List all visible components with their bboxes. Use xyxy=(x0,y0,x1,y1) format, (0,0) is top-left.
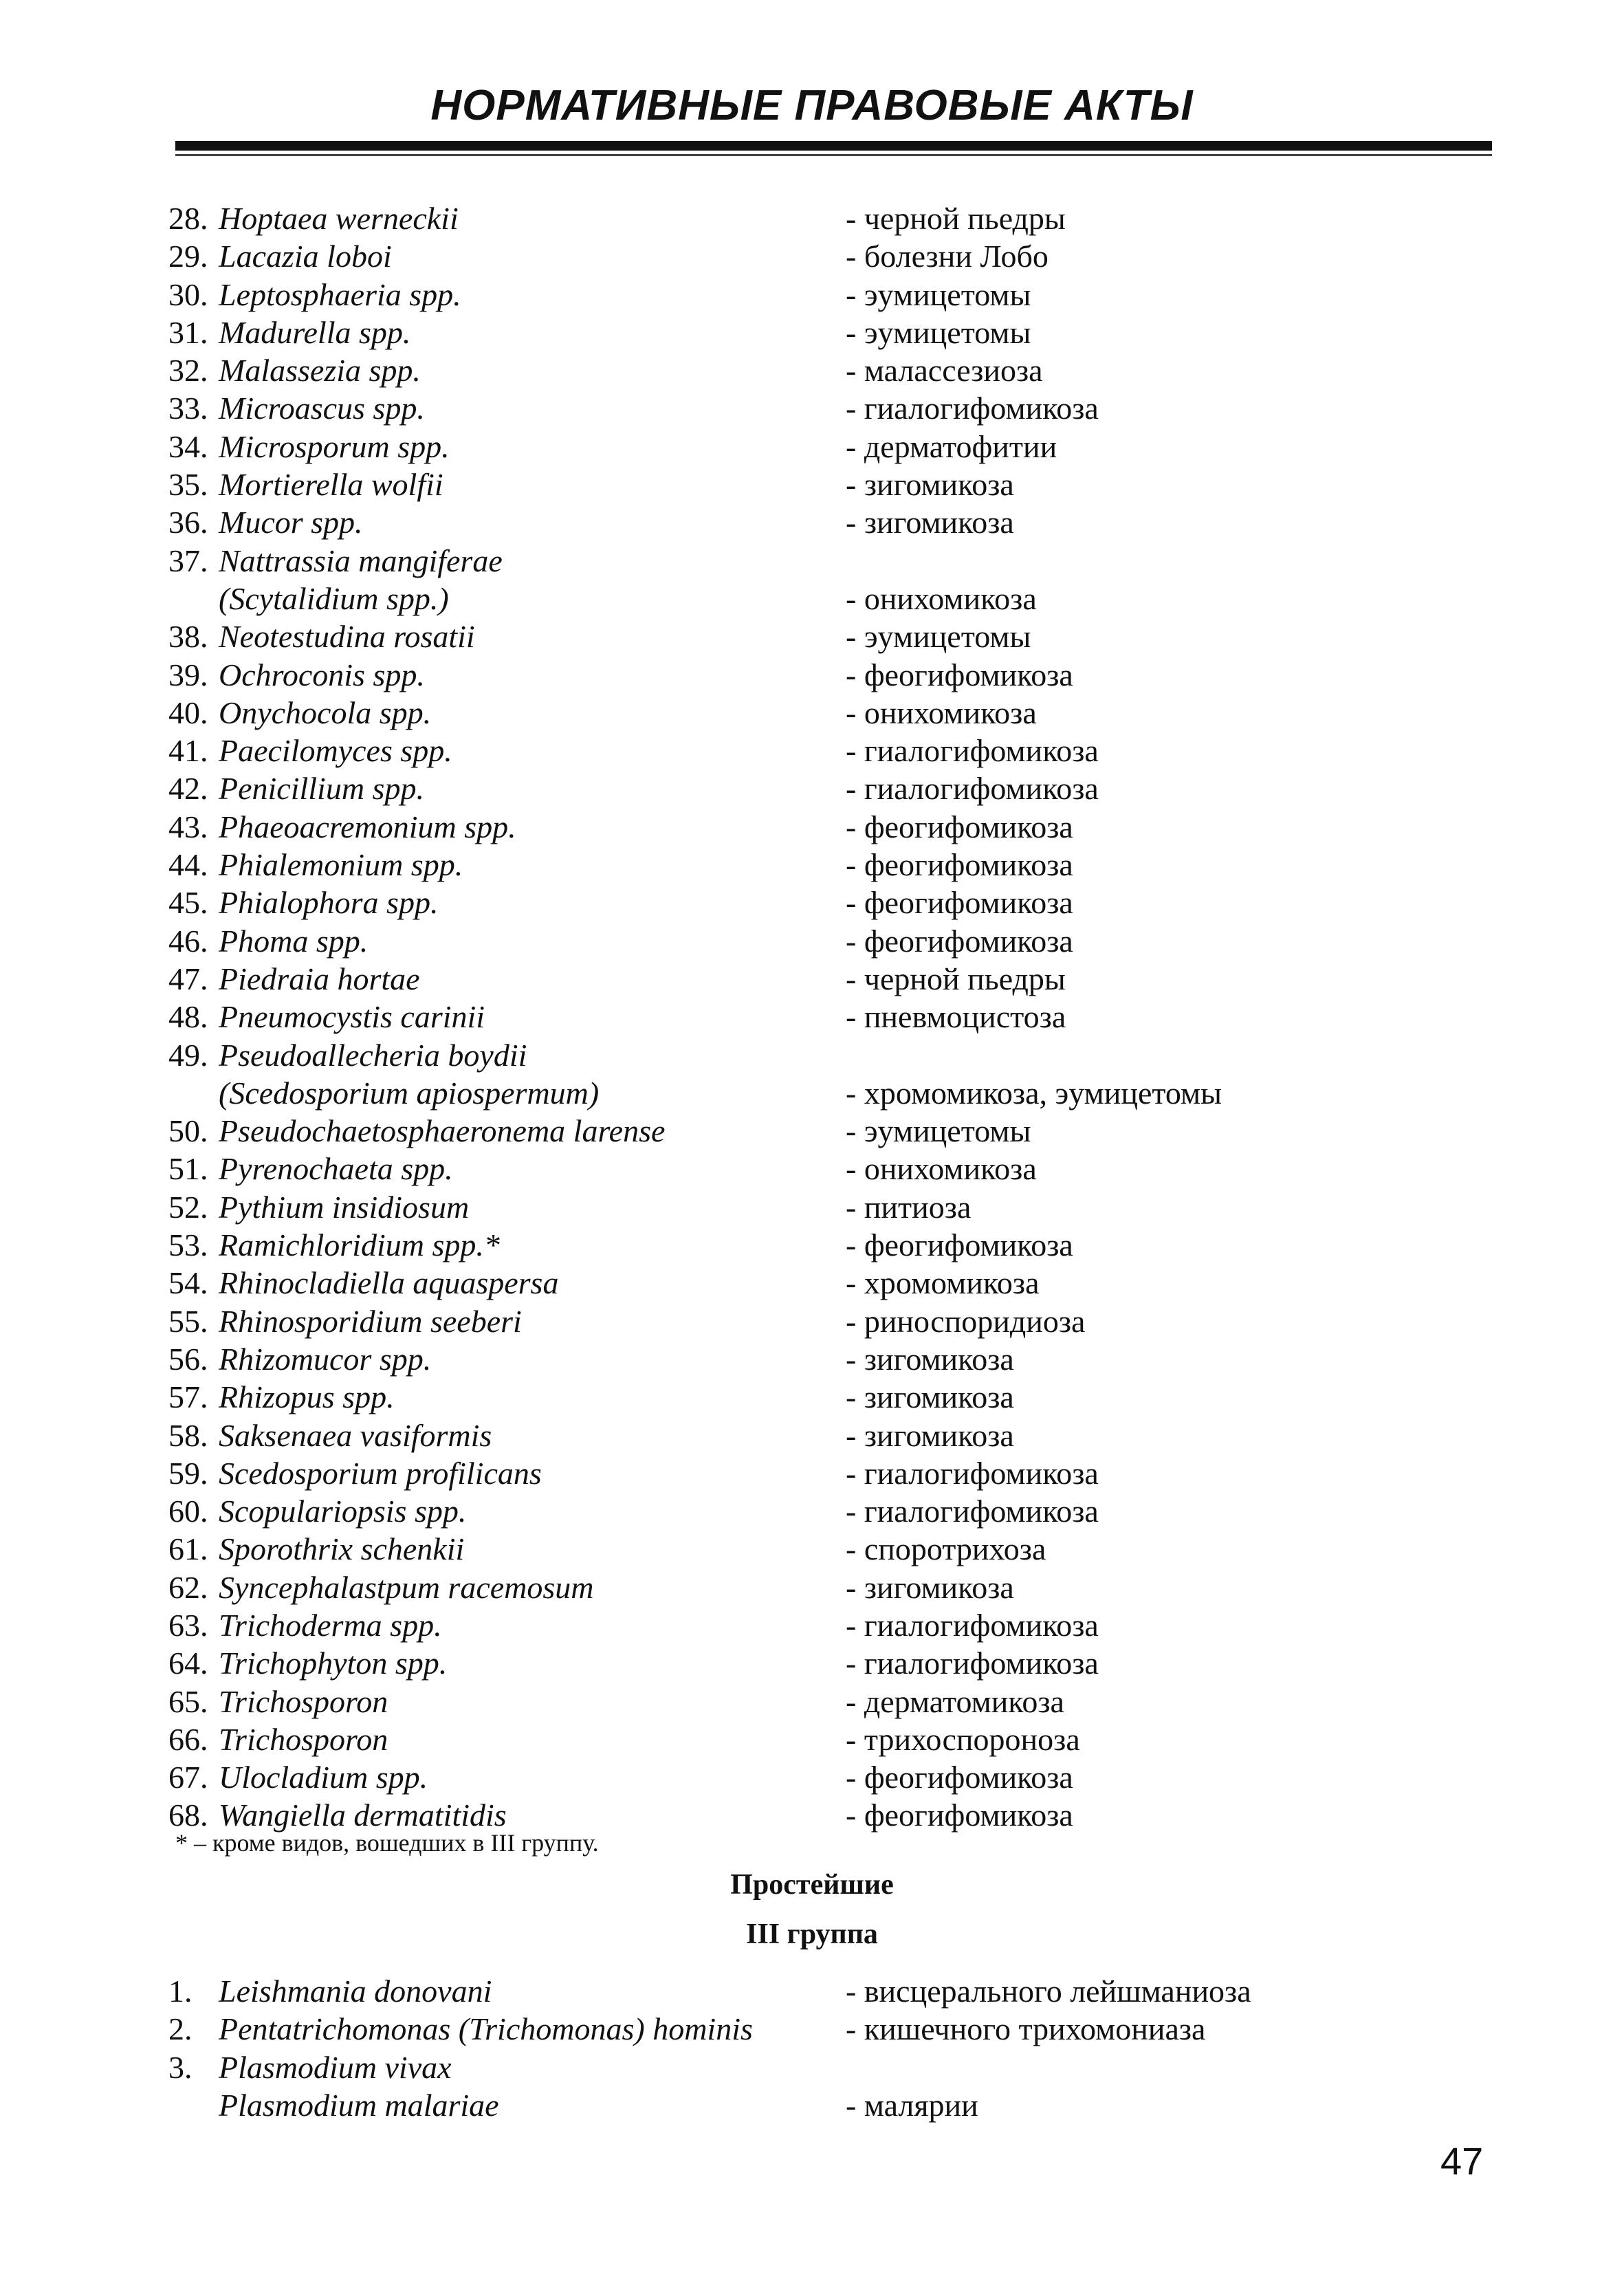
disease-name: - гиалогифомикоза xyxy=(846,391,1099,426)
disease-name: - феогифомикоза xyxy=(846,657,1073,692)
item-number: 67. xyxy=(168,1760,208,1795)
disease-name: - питиоза xyxy=(846,1189,972,1225)
item-number: 48. xyxy=(168,999,208,1035)
organism-name: Pseudoallecheria boydii xyxy=(219,1037,527,1073)
disease-name: - пневмоцистоза xyxy=(846,999,1066,1035)
list-item xyxy=(0,1568,1624,1606)
item-number: 29. xyxy=(168,239,208,274)
group-heading: III группа xyxy=(746,1918,878,1950)
organism-name: Trichosporon xyxy=(219,1683,388,1719)
list-item xyxy=(0,1264,1624,1302)
list-item xyxy=(0,1226,1624,1264)
disease-name: - висцерального лейшманиоза xyxy=(846,1974,1251,2009)
list-item xyxy=(0,617,1624,655)
disease-name: - зигомикоза xyxy=(846,1569,1014,1605)
item-number: 31. xyxy=(168,314,208,350)
item-number: 1. xyxy=(168,1974,193,2009)
list-item xyxy=(0,1720,1624,1758)
disease-name: - споротрихоза xyxy=(846,1531,1046,1567)
item-number: 53. xyxy=(168,1227,208,1263)
list-item xyxy=(0,808,1624,846)
disease-name: - гиалогифомикоза xyxy=(846,1607,1099,1643)
item-number: 54. xyxy=(168,1265,208,1301)
list-item xyxy=(0,1188,1624,1226)
organism-name: Pyrenochaeta spp. xyxy=(219,1151,453,1187)
organism-name: Penicillium spp. xyxy=(219,771,424,807)
item-number: 44. xyxy=(168,847,208,883)
disease-name: - эумицетомы xyxy=(846,314,1031,350)
list-item xyxy=(0,1112,1624,1150)
disease-name: - хромомикоза xyxy=(846,1265,1040,1301)
list-item xyxy=(0,428,1624,466)
item-number: 32. xyxy=(168,353,208,389)
disease-name: - риноспоридиоза xyxy=(846,1303,1086,1339)
list-item xyxy=(0,1683,1624,1720)
list-item xyxy=(0,960,1624,998)
page-number: 47 xyxy=(1440,2139,1484,2183)
item-number: 40. xyxy=(168,695,208,730)
organism-name: Mortierella wolfii xyxy=(219,467,443,503)
organism-name: Microsporum spp. xyxy=(219,428,450,464)
disease-name: - феогифомикоза xyxy=(846,1797,1073,1833)
organism-name: Pythium insidiosum xyxy=(219,1189,470,1225)
disease-name: - эумицетомы xyxy=(846,276,1031,312)
list-item xyxy=(0,922,1624,960)
item-number: 35. xyxy=(168,467,208,503)
organism-name: Trichoderma spp. xyxy=(219,1607,442,1643)
disease-name: - дерматомикоза xyxy=(846,1683,1064,1719)
list-item xyxy=(0,846,1624,884)
disease-name: - кишечного трихомониаза xyxy=(846,2011,1206,2047)
item-number: 36. xyxy=(168,505,208,540)
list-item xyxy=(0,1036,1624,1074)
disease-name: - малассезиоза xyxy=(846,353,1043,389)
item-number: 39. xyxy=(168,657,208,692)
disease-name: - болезни Лобо xyxy=(846,239,1049,274)
item-number: 33. xyxy=(168,391,208,426)
list-item xyxy=(0,2010,1624,2048)
organism-name: Saksenaea vasiformis xyxy=(219,1417,492,1453)
disease-name: - феогифомикоза xyxy=(846,847,1073,883)
item-number: 3. xyxy=(168,2049,193,2085)
item-number: 61. xyxy=(168,1531,208,1567)
list-item xyxy=(0,884,1624,921)
item-number: 34. xyxy=(168,428,208,464)
page-header-title: НОРМАТИВНЫЕ ПРАВОВЫЕ АКТЫ xyxy=(430,82,1194,129)
fungi-list xyxy=(0,199,1624,1835)
list-item xyxy=(0,1417,1624,1454)
item-number: 62. xyxy=(168,1569,208,1605)
organism-name: Rhinosporidium seeberi xyxy=(219,1303,522,1339)
list-item xyxy=(0,1302,1624,1340)
disease-name: - черной пьедры xyxy=(846,201,1066,236)
disease-name: - феогифомикоза xyxy=(846,1760,1073,1795)
item-number: 2. xyxy=(168,2011,193,2047)
item-number: 60. xyxy=(168,1494,208,1529)
disease-name: - малярии xyxy=(846,2087,978,2123)
organism-name: Phialophora spp. xyxy=(219,885,439,921)
list-item xyxy=(0,2048,1624,2086)
organism-name: Sporothrix schenkii xyxy=(219,1531,465,1567)
item-number: 43. xyxy=(168,809,208,844)
organism-name: Plasmodium vivax xyxy=(219,2049,452,2085)
organism-name: Lacazia loboi xyxy=(219,239,392,274)
list-item xyxy=(0,276,1624,314)
header-rule xyxy=(175,141,1492,151)
item-number: 42. xyxy=(168,771,208,807)
organism-name: Phaeoacremonium spp. xyxy=(219,809,516,844)
protozoa-list xyxy=(0,1972,1624,2124)
item-number: 52. xyxy=(168,1189,208,1225)
item-number: 38. xyxy=(168,619,208,655)
list-item xyxy=(0,1074,1624,1112)
organism-name: Ramichloridium spp.* xyxy=(219,1227,500,1263)
list-item xyxy=(0,1972,1624,2010)
disease-name: - феогифомикоза xyxy=(846,923,1073,959)
list-item xyxy=(0,580,1624,617)
disease-name: - гиалогифомикоза xyxy=(846,1455,1099,1491)
item-number: 64. xyxy=(168,1646,208,1681)
disease-name: - онихомикоза xyxy=(846,580,1037,616)
item-number: 56. xyxy=(168,1341,208,1377)
list-item xyxy=(0,1340,1624,1378)
list-item xyxy=(0,769,1624,807)
organism-name: Ochroconis spp. xyxy=(219,657,425,692)
item-number: 37. xyxy=(168,543,208,578)
organism-name: Scedosporium profilicans xyxy=(219,1455,542,1491)
item-number: 28. xyxy=(168,201,208,236)
list-item xyxy=(0,656,1624,694)
disease-name: - зигомикоза xyxy=(846,1341,1014,1377)
organism-name: Rhizomucor spp. xyxy=(219,1341,432,1377)
organism-name: Mucor spp. xyxy=(219,505,363,540)
list-item xyxy=(0,389,1624,427)
disease-name: - зигомикоза xyxy=(846,467,1014,503)
item-number: 51. xyxy=(168,1151,208,1187)
organism-name: Ulocladium spp. xyxy=(219,1760,428,1795)
header-rule-thin xyxy=(175,154,1492,156)
disease-name: - гиалогифомикоза xyxy=(846,771,1099,807)
item-number: 49. xyxy=(168,1037,208,1073)
list-item xyxy=(0,199,1624,237)
organism-name: Phialemonium spp. xyxy=(219,847,463,883)
disease-name: - онихомикоза xyxy=(846,1151,1037,1187)
organism-name: Hoptaea werneckii xyxy=(219,201,459,236)
item-number: 57. xyxy=(168,1379,208,1415)
footnote: * – кроме видов, вошедших в III группу. xyxy=(175,1829,599,1857)
item-number: 45. xyxy=(168,885,208,921)
item-number: 65. xyxy=(168,1683,208,1719)
list-item xyxy=(0,1454,1624,1492)
disease-name: - эумицетомы xyxy=(846,619,1031,655)
disease-name: - онихомикоза xyxy=(846,695,1037,730)
list-item xyxy=(0,998,1624,1036)
list-item xyxy=(0,1492,1624,1530)
item-number: 55. xyxy=(168,1303,208,1339)
item-number: 59. xyxy=(168,1455,208,1491)
organism-name: Scopulariopsis spp. xyxy=(219,1494,467,1529)
disease-name: - феогифомикоза xyxy=(846,1227,1073,1263)
organism-name: (Scedosporium apiospermum) xyxy=(219,1075,600,1111)
organism-name: Phoma spp. xyxy=(219,923,369,959)
organism-name: Pentatrichomonas (Trichomonas) hominis xyxy=(219,2011,753,2047)
disease-name: - дерматофитии xyxy=(846,428,1057,464)
disease-name: - черной пьедры xyxy=(846,961,1066,996)
list-item xyxy=(0,694,1624,732)
list-item xyxy=(0,1378,1624,1416)
item-number: 30. xyxy=(168,276,208,312)
list-item xyxy=(0,1530,1624,1568)
organism-name: Pseudochaetosphaeronema larense xyxy=(219,1113,666,1149)
list-item xyxy=(0,237,1624,275)
organism-name: Plasmodium malariae xyxy=(219,2087,499,2123)
item-number: 63. xyxy=(168,1607,208,1643)
item-number: 46. xyxy=(168,923,208,959)
item-number: 66. xyxy=(168,1721,208,1757)
list-item xyxy=(0,542,1624,580)
disease-name: - эумицетомы xyxy=(846,1113,1031,1149)
list-item xyxy=(0,351,1624,389)
organism-name: Microascus spp. xyxy=(219,391,425,426)
list-item xyxy=(0,1758,1624,1796)
organism-name: Onychocola spp. xyxy=(219,695,432,730)
list-item xyxy=(0,2086,1624,2124)
disease-name: - феогифомикоза xyxy=(846,809,1073,844)
section-heading: Простейшие xyxy=(730,1869,894,1901)
organism-name: Rhinocladiella aquaspersa xyxy=(219,1265,559,1301)
item-number: 58. xyxy=(168,1417,208,1453)
organism-name: Leishmania donovani xyxy=(219,1974,492,2009)
disease-name: - трихоспороноза xyxy=(846,1721,1080,1757)
item-number: 68. xyxy=(168,1797,208,1833)
list-item xyxy=(0,1644,1624,1682)
organism-name: Madurella spp. xyxy=(219,314,411,350)
organism-name: (Scytalidium spp.) xyxy=(219,580,449,616)
list-item xyxy=(0,503,1624,541)
disease-name: - гиалогифомикоза xyxy=(846,1646,1099,1681)
list-item xyxy=(0,466,1624,503)
organism-name: Neotestudina rosatii xyxy=(219,619,475,655)
item-number: 41. xyxy=(168,733,208,769)
disease-name: - гиалогифомикоза xyxy=(846,1494,1099,1529)
organism-name: Rhizopus spp. xyxy=(219,1379,395,1415)
organism-name: Wangiella dermatitidis xyxy=(219,1797,507,1833)
disease-name: - зигомикоза xyxy=(846,505,1014,540)
item-number: 50. xyxy=(168,1113,208,1149)
organism-name: Syncephalastpum racemosum xyxy=(219,1569,594,1605)
organism-name: Piedraia hortae xyxy=(219,961,420,996)
organism-name: Trichosporon xyxy=(219,1721,388,1757)
organism-name: Malassezia spp. xyxy=(219,353,421,389)
organism-name: Nattrassia mangiferae xyxy=(219,543,503,578)
list-item xyxy=(0,1150,1624,1188)
list-item xyxy=(0,732,1624,769)
organism-name: Leptosphaeria spp. xyxy=(219,276,461,312)
disease-name: - зигомикоза xyxy=(846,1417,1014,1453)
list-item xyxy=(0,314,1624,351)
organism-name: Trichophyton spp. xyxy=(219,1646,448,1681)
organism-name: Paecilomyces spp. xyxy=(219,733,452,769)
item-number: 47. xyxy=(168,961,208,996)
disease-name: - феогифомикоза xyxy=(846,885,1073,921)
list-item xyxy=(0,1606,1624,1644)
disease-name: - зигомикоза xyxy=(846,1379,1014,1415)
organism-name: Pneumocystis carinii xyxy=(219,999,485,1035)
disease-name: - гиалогифомикоза xyxy=(846,733,1099,769)
disease-name: - хромомикоза, эумицетомы xyxy=(846,1075,1222,1111)
